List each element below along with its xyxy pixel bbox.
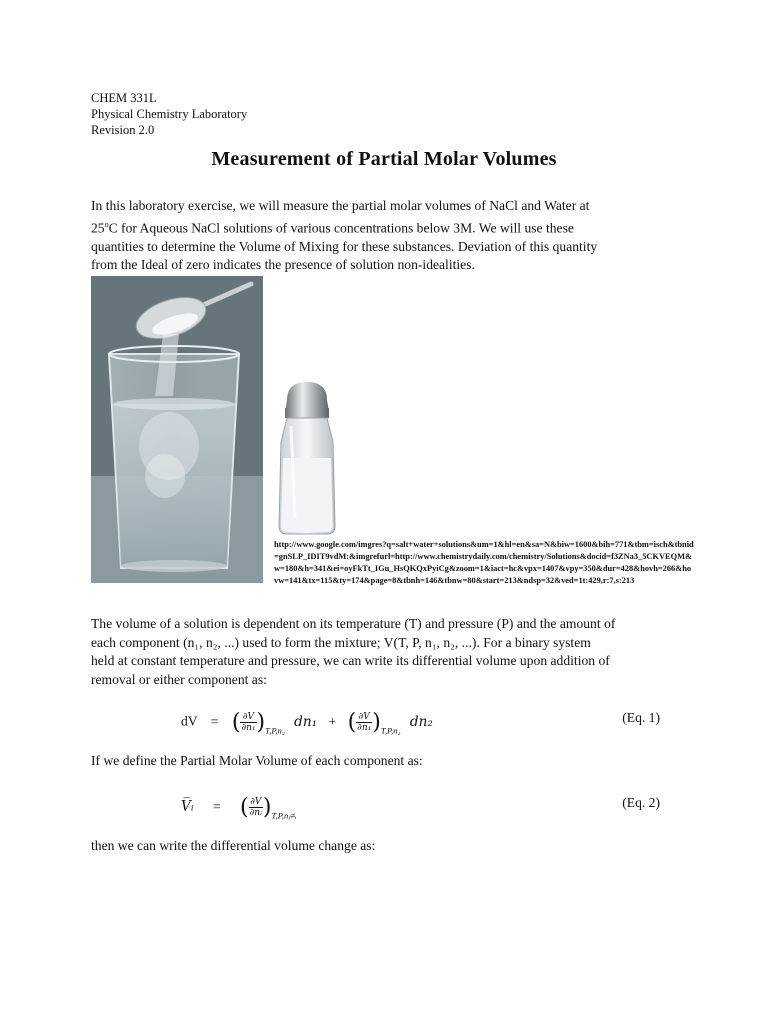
intro-paragraph: In this laboratory exercise, we will measure the partial molar volumes of NaCl and Water at 25$^o$C for Aqueous NaCl solutions of various concentrations below 3M. We will use these quantities to determine the Volume of Mixing for these substances. Deviation of this quantity from the Ideal of zero indicates the presence of solution non-idealities.: [91, 198, 598, 273]
eq1-lhs: dV: [181, 713, 198, 729]
equation-2: V̅ᵢ = ( $\frac{\partial V}{\text{∂nᵢ}}$ )$_{T,P,nⱼ\ne ᵢ}$ (Eq. 2): [181, 795, 660, 821]
lab-name: Physical Chemistry Laboratory: [91, 107, 248, 121]
closing-sentence: then we can write the differential volume change as:: [91, 838, 376, 853]
equation-1: dV = ( $\frac{\partial V}{\text{∂n₁}}$ )$_{T,P,n_2}$ dn₁ + ( $\frac{\partial V}{\text{∂n₁}}$ )$_{T,P,n_2}$ dn₂ (Eq. 1): [181, 710, 660, 736]
eq2-number: (Eq. 2): [622, 795, 660, 810]
definition-sentence: If we define the Partial Molar Volume of each component as:: [91, 753, 423, 768]
document-header: [91, 90, 247, 138]
page-title: Measurement of Partial Molar Volumes: [211, 148, 557, 170]
salt-water-glass-photo: [91, 276, 263, 583]
eq2-lhs: V̅ᵢ: [181, 798, 194, 815]
image-source-url[interactable]: http://www.google.com/imgres?q=salt+water+solutions&um=1&hl=en&sa=N&biw=1600&bih=771&tbm=isch&tbnid=gnSLP_IDIT9vdM:&imgrefurl=http://www.chemistrydaily.com/chemistry/Solutions&docid=f3ZNa3_5CKVEQM&w=180&h=341&ei=oyFkTt_IGu_HsQKQxPyiCg&zoom=1&iact=hc&vpx=1407&vpy=350&dur=428&hovh=266&hovw=141&tx=115&ty=174&page=8&tbnh=146&tbnw=80&start=213&ndsp=32&ved=1t:429,r:7,s:213: [274, 540, 694, 585]
volume-dependence-paragraph: The volume of a solution is dependent on its temperature (T) and pressure (P) and the amount of each component (n₁, n₂, ...) used to form the mixture; V(T, P, n₁, n₂, ...). For a binary system held at constant temperature and pressure, we can write its differential volume upon addition of removal or either component as:: [91, 616, 616, 687]
course-code: CHEM 331L: [91, 91, 157, 105]
eq1-number: (Eq. 1): [622, 710, 660, 725]
revision-label: Revision 2.0: [91, 123, 155, 137]
salt-shaker-photo: [273, 378, 341, 536]
